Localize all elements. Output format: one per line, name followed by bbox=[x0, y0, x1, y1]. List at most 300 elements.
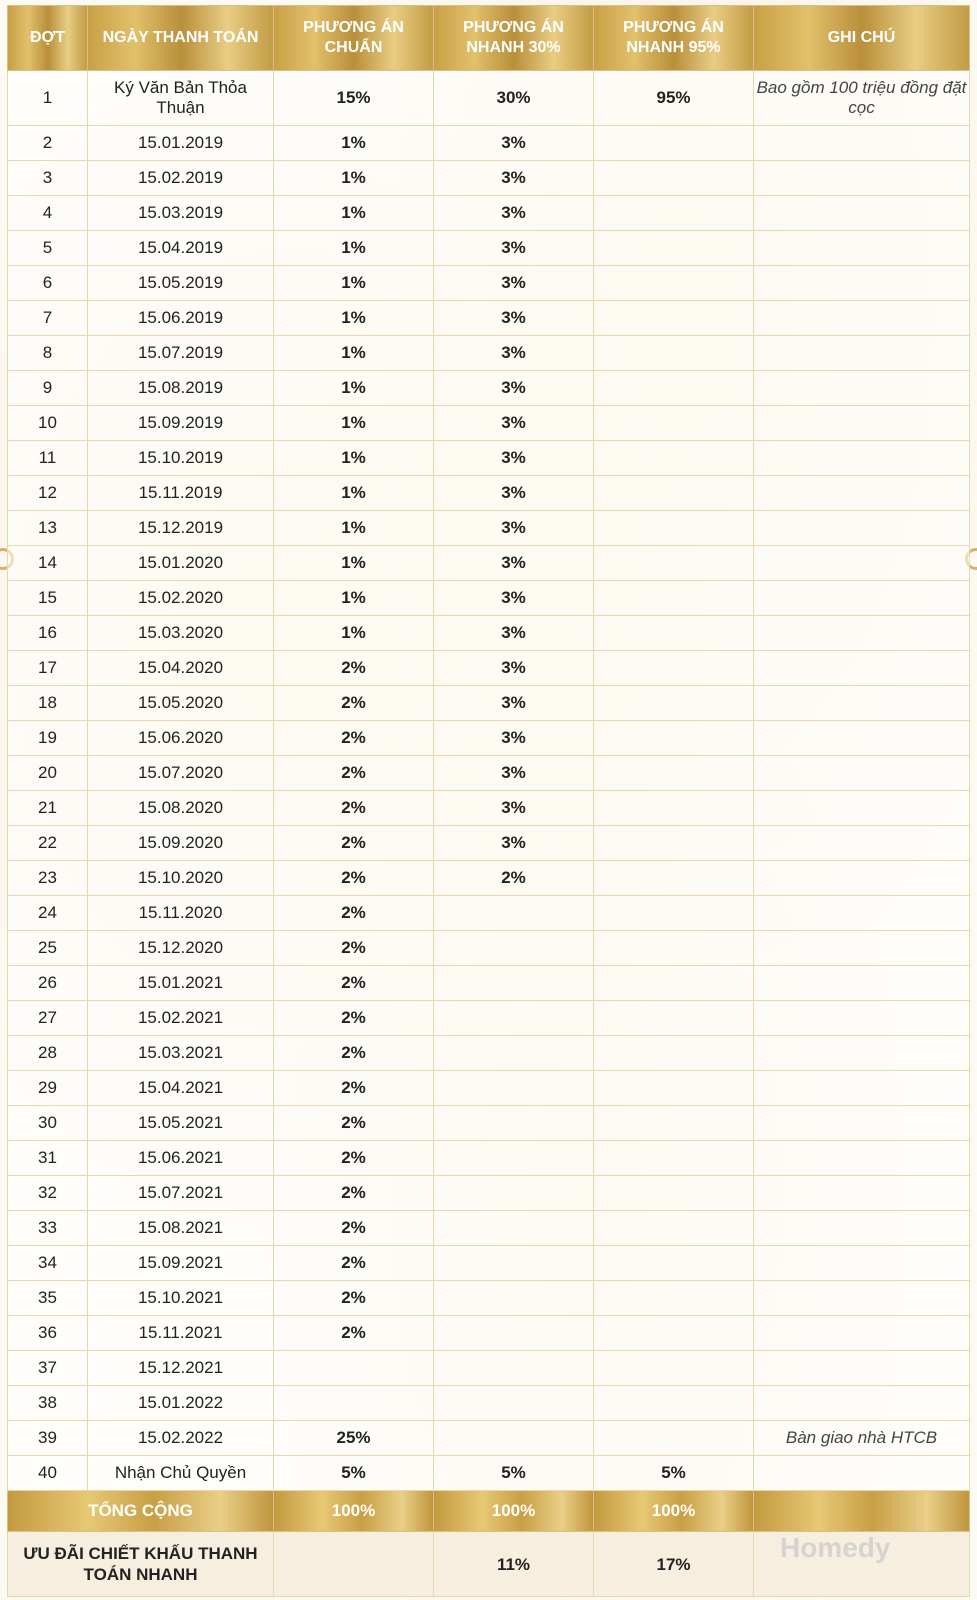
row-fast-95 bbox=[594, 161, 754, 196]
row-date: 15.10.2019 bbox=[88, 441, 274, 476]
table-row bbox=[8, 126, 970, 161]
row-note bbox=[754, 511, 970, 546]
row-note bbox=[754, 406, 970, 441]
row-note bbox=[754, 1071, 970, 1106]
row-fast-95 bbox=[594, 931, 754, 966]
row-fast-95 bbox=[594, 1106, 754, 1141]
row-fast-30: 2% bbox=[434, 861, 594, 896]
total-row bbox=[8, 1491, 970, 1532]
row-fast-30: 3% bbox=[434, 581, 594, 616]
row-fast-95 bbox=[594, 511, 754, 546]
row-installment: 5 bbox=[8, 231, 88, 266]
row-note bbox=[754, 196, 970, 231]
row-fast-95 bbox=[594, 721, 754, 756]
row-standard: 2% bbox=[274, 896, 434, 931]
total-note bbox=[754, 1491, 970, 1532]
table-row bbox=[8, 1351, 970, 1386]
row-note bbox=[754, 1246, 970, 1281]
table-row bbox=[8, 511, 970, 546]
row-date: 15.01.2020 bbox=[88, 546, 274, 581]
row-note bbox=[754, 476, 970, 511]
table-row bbox=[8, 686, 970, 721]
row-date: 15.11.2019 bbox=[88, 476, 274, 511]
row-installment: 19 bbox=[8, 721, 88, 756]
row-standard: 2% bbox=[274, 1246, 434, 1281]
row-date: 15.02.2021 bbox=[88, 1001, 274, 1036]
row-installment: 28 bbox=[8, 1036, 88, 1071]
row-standard: 2% bbox=[274, 966, 434, 1001]
table-row bbox=[8, 791, 970, 826]
table-row bbox=[8, 1211, 970, 1246]
row-fast-30: 3% bbox=[434, 756, 594, 791]
total-fast-30: 100% bbox=[434, 1491, 594, 1532]
table-row bbox=[8, 71, 970, 126]
row-installment: 36 bbox=[8, 1316, 88, 1351]
row-standard: 5% bbox=[274, 1456, 434, 1491]
row-fast-30 bbox=[434, 1176, 594, 1211]
row-installment: 2 bbox=[8, 126, 88, 161]
row-installment: 8 bbox=[8, 336, 88, 371]
row-note bbox=[754, 966, 970, 1001]
row-note: Bao gồm 100 triệu đồng đặt cọc bbox=[754, 71, 970, 126]
row-standard: 1% bbox=[274, 441, 434, 476]
row-fast-30: 3% bbox=[434, 511, 594, 546]
row-note bbox=[754, 371, 970, 406]
row-installment: 1 bbox=[8, 71, 88, 126]
header-fast-95-plan: PHƯƠNG ÁN NHANH 95% bbox=[594, 6, 754, 71]
row-fast-30: 5% bbox=[434, 1456, 594, 1491]
row-standard: 2% bbox=[274, 791, 434, 826]
row-note bbox=[754, 266, 970, 301]
row-date: 15.02.2022 bbox=[88, 1421, 274, 1456]
row-note bbox=[754, 231, 970, 266]
row-installment: 15 bbox=[8, 581, 88, 616]
table-row bbox=[8, 371, 970, 406]
row-date: 15.07.2020 bbox=[88, 756, 274, 791]
row-installment: 37 bbox=[8, 1351, 88, 1386]
row-standard: 2% bbox=[274, 651, 434, 686]
row-fast-95 bbox=[594, 686, 754, 721]
row-fast-95: 95% bbox=[594, 71, 754, 126]
row-fast-30 bbox=[434, 1211, 594, 1246]
row-date: 15.03.2019 bbox=[88, 196, 274, 231]
row-installment: 10 bbox=[8, 406, 88, 441]
row-standard: 1% bbox=[274, 476, 434, 511]
row-date: 15.02.2019 bbox=[88, 161, 274, 196]
row-fast-95 bbox=[594, 301, 754, 336]
row-fast-30 bbox=[434, 931, 594, 966]
row-note bbox=[754, 686, 970, 721]
row-note bbox=[754, 1281, 970, 1316]
row-installment: 38 bbox=[8, 1386, 88, 1421]
table-row bbox=[8, 1421, 970, 1456]
row-fast-95 bbox=[594, 756, 754, 791]
row-standard bbox=[274, 1386, 434, 1421]
row-installment: 22 bbox=[8, 826, 88, 861]
row-standard: 1% bbox=[274, 511, 434, 546]
row-fast-95 bbox=[594, 1141, 754, 1176]
table-row bbox=[8, 581, 970, 616]
row-fast-95 bbox=[594, 1246, 754, 1281]
row-note bbox=[754, 336, 970, 371]
row-fast-95 bbox=[594, 266, 754, 301]
row-note bbox=[754, 1211, 970, 1246]
table-row bbox=[8, 406, 970, 441]
row-date: 15.07.2021 bbox=[88, 1176, 274, 1211]
header-standard-plan: PHƯƠNG ÁN CHUẨN bbox=[274, 6, 434, 71]
row-installment: 7 bbox=[8, 301, 88, 336]
row-date: 15.12.2021 bbox=[88, 1351, 274, 1386]
row-fast-30 bbox=[434, 1281, 594, 1316]
row-date: 15.08.2020 bbox=[88, 791, 274, 826]
row-installment: 9 bbox=[8, 371, 88, 406]
row-fast-95 bbox=[594, 1071, 754, 1106]
row-note bbox=[754, 791, 970, 826]
total-standard: 100% bbox=[274, 1491, 434, 1532]
row-installment: 23 bbox=[8, 861, 88, 896]
row-standard: 1% bbox=[274, 266, 434, 301]
row-standard: 1% bbox=[274, 231, 434, 266]
table-row bbox=[8, 931, 970, 966]
row-installment: 27 bbox=[8, 1001, 88, 1036]
row-standard: 2% bbox=[274, 826, 434, 861]
row-installment: 26 bbox=[8, 966, 88, 1001]
header-note: GHI CHÚ bbox=[754, 6, 970, 71]
row-note bbox=[754, 1316, 970, 1351]
row-note bbox=[754, 721, 970, 756]
row-installment: 29 bbox=[8, 1071, 88, 1106]
table-row bbox=[8, 1001, 970, 1036]
table-row bbox=[8, 1176, 970, 1211]
table-row bbox=[8, 651, 970, 686]
row-date: 15.05.2019 bbox=[88, 266, 274, 301]
row-fast-30: 3% bbox=[434, 791, 594, 826]
row-note bbox=[754, 546, 970, 581]
row-date: 15.06.2021 bbox=[88, 1141, 274, 1176]
row-standard: 1% bbox=[274, 616, 434, 651]
table-row bbox=[8, 1246, 970, 1281]
row-note bbox=[754, 616, 970, 651]
table-row bbox=[8, 861, 970, 896]
row-standard: 2% bbox=[274, 686, 434, 721]
row-installment: 4 bbox=[8, 196, 88, 231]
total-fast-95: 100% bbox=[594, 1491, 754, 1532]
row-date: 15.12.2020 bbox=[88, 931, 274, 966]
table-row bbox=[8, 1281, 970, 1316]
row-note: Bàn giao nhà HTCB bbox=[754, 1421, 970, 1456]
row-date: 15.09.2021 bbox=[88, 1246, 274, 1281]
row-fast-95 bbox=[594, 1036, 754, 1071]
row-fast-30: 3% bbox=[434, 371, 594, 406]
row-standard: 1% bbox=[274, 581, 434, 616]
row-fast-30 bbox=[434, 1421, 594, 1456]
row-note bbox=[754, 861, 970, 896]
row-standard: 25% bbox=[274, 1421, 434, 1456]
row-installment: 35 bbox=[8, 1281, 88, 1316]
row-standard bbox=[274, 1351, 434, 1386]
row-fast-95 bbox=[594, 441, 754, 476]
discount-label: ƯU ĐÃI CHIẾT KHẤU THANH TOÁN NHANH bbox=[8, 1532, 274, 1597]
row-fast-30 bbox=[434, 1316, 594, 1351]
row-fast-95 bbox=[594, 616, 754, 651]
row-note bbox=[754, 896, 970, 931]
row-fast-30 bbox=[434, 1036, 594, 1071]
row-note bbox=[754, 756, 970, 791]
table-row bbox=[8, 1036, 970, 1071]
row-standard: 15% bbox=[274, 71, 434, 126]
row-standard: 1% bbox=[274, 371, 434, 406]
row-fast-95 bbox=[594, 1386, 754, 1421]
row-fast-30 bbox=[434, 1001, 594, 1036]
row-date: 15.04.2021 bbox=[88, 1071, 274, 1106]
row-date: Nhận Chủ Quyền bbox=[88, 1456, 274, 1491]
row-date: Ký Văn Bản Thỏa Thuận bbox=[88, 71, 274, 126]
row-installment: 33 bbox=[8, 1211, 88, 1246]
header-payment-date: NGÀY THANH TOÁN bbox=[88, 6, 274, 71]
discount-fast-30: 11% bbox=[434, 1532, 594, 1597]
row-note bbox=[754, 1351, 970, 1386]
row-date: 15.12.2019 bbox=[88, 511, 274, 546]
row-fast-95 bbox=[594, 126, 754, 161]
table-row bbox=[8, 1316, 970, 1351]
row-fast-30: 30% bbox=[434, 71, 594, 126]
table-row bbox=[8, 196, 970, 231]
row-standard: 1% bbox=[274, 161, 434, 196]
table-row bbox=[8, 826, 970, 861]
row-fast-95 bbox=[594, 336, 754, 371]
row-fast-95 bbox=[594, 371, 754, 406]
row-installment: 31 bbox=[8, 1141, 88, 1176]
row-standard: 2% bbox=[274, 756, 434, 791]
table-row bbox=[8, 1386, 970, 1421]
table-row bbox=[8, 1141, 970, 1176]
row-note bbox=[754, 441, 970, 476]
row-installment: 17 bbox=[8, 651, 88, 686]
row-installment: 40 bbox=[8, 1456, 88, 1491]
row-fast-95 bbox=[594, 1001, 754, 1036]
row-standard: 2% bbox=[274, 931, 434, 966]
table-row bbox=[8, 476, 970, 511]
row-installment: 13 bbox=[8, 511, 88, 546]
row-installment: 18 bbox=[8, 686, 88, 721]
row-note bbox=[754, 1386, 970, 1421]
row-note bbox=[754, 1176, 970, 1211]
payment-schedule-table bbox=[7, 5, 970, 1597]
row-standard: 1% bbox=[274, 546, 434, 581]
row-standard: 2% bbox=[274, 1176, 434, 1211]
header-installment: ĐỢT bbox=[8, 6, 88, 71]
row-fast-30: 3% bbox=[434, 231, 594, 266]
row-fast-95 bbox=[594, 1421, 754, 1456]
row-date: 15.03.2020 bbox=[88, 616, 274, 651]
discount-fast-95: 17% bbox=[594, 1532, 754, 1597]
row-installment: 30 bbox=[8, 1106, 88, 1141]
row-fast-30: 3% bbox=[434, 826, 594, 861]
table-row bbox=[8, 1071, 970, 1106]
schedule-body bbox=[8, 71, 970, 1491]
row-fast-95 bbox=[594, 826, 754, 861]
row-fast-30: 3% bbox=[434, 196, 594, 231]
row-fast-30 bbox=[434, 1141, 594, 1176]
row-standard: 1% bbox=[274, 406, 434, 441]
watermark-logo: Homedy bbox=[780, 1532, 891, 1563]
discount-standard bbox=[274, 1532, 434, 1597]
row-installment: 3 bbox=[8, 161, 88, 196]
row-fast-30 bbox=[434, 1386, 594, 1421]
row-fast-95 bbox=[594, 861, 754, 896]
row-date: 15.06.2019 bbox=[88, 301, 274, 336]
row-standard: 2% bbox=[274, 1316, 434, 1351]
row-fast-30 bbox=[434, 966, 594, 1001]
row-note bbox=[754, 301, 970, 336]
row-fast-95 bbox=[594, 1211, 754, 1246]
table-row bbox=[8, 966, 970, 1001]
row-fast-30 bbox=[434, 896, 594, 931]
row-fast-30: 3% bbox=[434, 651, 594, 686]
row-note bbox=[754, 1036, 970, 1071]
table-row bbox=[8, 266, 970, 301]
table-row bbox=[8, 231, 970, 266]
row-fast-95 bbox=[594, 546, 754, 581]
row-installment: 34 bbox=[8, 1246, 88, 1281]
table-row bbox=[8, 721, 970, 756]
row-installment: 12 bbox=[8, 476, 88, 511]
row-note bbox=[754, 651, 970, 686]
row-note bbox=[754, 581, 970, 616]
row-fast-30 bbox=[434, 1106, 594, 1141]
row-date: 15.05.2021 bbox=[88, 1106, 274, 1141]
row-date: 15.09.2020 bbox=[88, 826, 274, 861]
row-standard: 2% bbox=[274, 1106, 434, 1141]
row-fast-30: 3% bbox=[434, 616, 594, 651]
row-fast-30: 3% bbox=[434, 266, 594, 301]
row-date: 15.01.2019 bbox=[88, 126, 274, 161]
row-standard: 2% bbox=[274, 721, 434, 756]
row-standard: 1% bbox=[274, 301, 434, 336]
row-fast-95 bbox=[594, 1351, 754, 1386]
row-date: 15.03.2021 bbox=[88, 1036, 274, 1071]
row-installment: 39 bbox=[8, 1421, 88, 1456]
row-date: 15.01.2022 bbox=[88, 1386, 274, 1421]
table-row bbox=[8, 546, 970, 581]
row-standard: 2% bbox=[274, 861, 434, 896]
row-note bbox=[754, 931, 970, 966]
table-row bbox=[8, 1106, 970, 1141]
row-fast-95 bbox=[594, 1316, 754, 1351]
row-fast-95 bbox=[594, 966, 754, 1001]
row-fast-30 bbox=[434, 1246, 594, 1281]
row-fast-30: 3% bbox=[434, 721, 594, 756]
row-standard: 2% bbox=[274, 1071, 434, 1106]
header-row bbox=[8, 6, 970, 71]
table-row bbox=[8, 1456, 970, 1491]
total-label: TỔNG CỘNG bbox=[8, 1491, 274, 1532]
row-fast-30: 3% bbox=[434, 546, 594, 581]
row-fast-30 bbox=[434, 1351, 594, 1386]
row-date: 15.01.2021 bbox=[88, 966, 274, 1001]
row-note bbox=[754, 126, 970, 161]
row-fast-30: 3% bbox=[434, 161, 594, 196]
row-installment: 32 bbox=[8, 1176, 88, 1211]
table-row bbox=[8, 336, 970, 371]
row-date: 15.10.2021 bbox=[88, 1281, 274, 1316]
row-installment: 21 bbox=[8, 791, 88, 826]
table-row bbox=[8, 756, 970, 791]
row-fast-30 bbox=[434, 1071, 594, 1106]
row-note bbox=[754, 161, 970, 196]
row-standard: 1% bbox=[274, 196, 434, 231]
row-date: 15.07.2019 bbox=[88, 336, 274, 371]
row-date: 15.02.2020 bbox=[88, 581, 274, 616]
row-fast-95 bbox=[594, 896, 754, 931]
row-date: 15.08.2021 bbox=[88, 1211, 274, 1246]
row-standard: 1% bbox=[274, 126, 434, 161]
row-note bbox=[754, 1141, 970, 1176]
row-fast-95 bbox=[594, 476, 754, 511]
row-standard: 1% bbox=[274, 336, 434, 371]
row-note bbox=[754, 1456, 970, 1491]
table-row bbox=[8, 616, 970, 651]
row-fast-95 bbox=[594, 1281, 754, 1316]
row-date: 15.10.2020 bbox=[88, 861, 274, 896]
row-date: 15.11.2021 bbox=[88, 1316, 274, 1351]
row-fast-30: 3% bbox=[434, 301, 594, 336]
row-fast-95 bbox=[594, 651, 754, 686]
row-date: 15.06.2020 bbox=[88, 721, 274, 756]
row-installment: 11 bbox=[8, 441, 88, 476]
row-date: 15.09.2019 bbox=[88, 406, 274, 441]
row-standard: 2% bbox=[274, 1211, 434, 1246]
row-installment: 16 bbox=[8, 616, 88, 651]
row-fast-95 bbox=[594, 1176, 754, 1211]
row-date: 15.04.2019 bbox=[88, 231, 274, 266]
row-standard: 2% bbox=[274, 1036, 434, 1071]
row-note bbox=[754, 1001, 970, 1036]
row-fast-30: 3% bbox=[434, 476, 594, 511]
row-fast-30: 3% bbox=[434, 441, 594, 476]
row-fast-30: 3% bbox=[434, 686, 594, 721]
row-fast-95 bbox=[594, 791, 754, 826]
row-fast-30: 3% bbox=[434, 126, 594, 161]
row-fast-95 bbox=[594, 231, 754, 266]
row-standard: 2% bbox=[274, 1001, 434, 1036]
table-row bbox=[8, 896, 970, 931]
row-installment: 20 bbox=[8, 756, 88, 791]
row-fast-95 bbox=[594, 581, 754, 616]
row-standard: 2% bbox=[274, 1281, 434, 1316]
row-date: 15.04.2020 bbox=[88, 651, 274, 686]
row-fast-30: 3% bbox=[434, 406, 594, 441]
row-date: 15.05.2020 bbox=[88, 686, 274, 721]
row-installment: 14 bbox=[8, 546, 88, 581]
row-note bbox=[754, 826, 970, 861]
row-fast-30: 3% bbox=[434, 336, 594, 371]
row-fast-95 bbox=[594, 406, 754, 441]
row-standard: 2% bbox=[274, 1141, 434, 1176]
table-row bbox=[8, 441, 970, 476]
row-installment: 25 bbox=[8, 931, 88, 966]
row-date: 15.08.2019 bbox=[88, 371, 274, 406]
row-fast-95: 5% bbox=[594, 1456, 754, 1491]
row-installment: 6 bbox=[8, 266, 88, 301]
header-fast-30-plan: PHƯƠNG ÁN NHANH 30% bbox=[434, 6, 594, 71]
table-row bbox=[8, 161, 970, 196]
row-installment: 24 bbox=[8, 896, 88, 931]
row-fast-95 bbox=[594, 196, 754, 231]
row-date: 15.11.2020 bbox=[88, 896, 274, 931]
row-note bbox=[754, 1106, 970, 1141]
table-row bbox=[8, 301, 970, 336]
